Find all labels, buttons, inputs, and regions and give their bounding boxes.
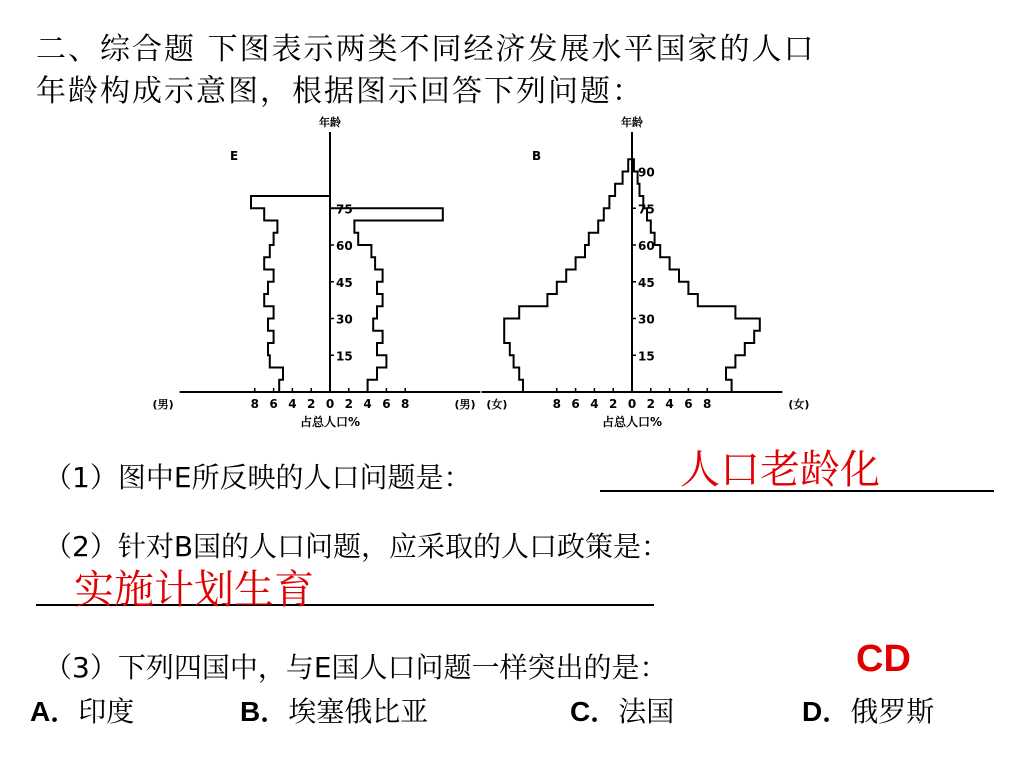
option-c-letter: C．	[570, 696, 619, 727]
option-d-text: 俄罗斯	[850, 695, 935, 728]
pyramid-e-y-tick-label: 45	[336, 275, 353, 290]
pyramid-e-x-tick-label: 2	[307, 397, 316, 411]
option-c	[570, 690, 674, 730]
pyramid-b-x-tick-label: 2	[646, 397, 655, 411]
pyramid-b-y-tick-label: 45	[638, 275, 655, 290]
pyramid-e-ylabel: 年龄	[319, 116, 341, 129]
pyramid-b-x-tick-label: 6	[571, 397, 580, 411]
pyramid-b-y-tick-label: 15	[638, 349, 655, 364]
pyramid-e-y-tick-label: 60	[336, 239, 353, 253]
pyramid-b-x-tick-label: 4	[590, 397, 599, 411]
population-pyramids-figure	[152, 112, 810, 432]
option-a-text: 印度	[78, 695, 135, 728]
pyramid-e-male-outline	[251, 196, 330, 392]
pyramid-e-x-tick-label: 2	[344, 397, 353, 411]
pyramid-b-female-label: (女)	[788, 398, 810, 411]
pyramid-b-x-tick-label: 8	[703, 397, 712, 411]
pyramid-b-male-label: (男)	[454, 398, 476, 411]
pyramid-e-x-tick-label: 4	[363, 397, 372, 411]
pyramid-e-x-tick-label: 4	[288, 397, 297, 411]
intro-line-2: 年龄构成示意图，根据图示回答下列问题：	[36, 74, 644, 109]
intro-line-1: 二、综合题 下图表示两类不同经济发展水平国家的人口	[36, 32, 816, 67]
pyramid-e-male-label: (男)	[152, 398, 174, 411]
question-2: （2）针对B国的人口问题，应采取的人口政策是：	[44, 530, 670, 563]
pyramid-e-xlabel: 占总人口%	[299, 415, 361, 429]
answer-2: 实施计划生育	[74, 567, 314, 613]
answer-3: CD	[856, 638, 911, 680]
pyramid-e-title: E	[230, 149, 239, 163]
pyramid-b-y-tick-label: 75	[638, 202, 655, 217]
question-3: （3）下列四国中，与E国人口问题一样突出的是：	[44, 651, 668, 684]
pyramid-e-x-tick-label: 0	[325, 397, 335, 411]
pyramid-b-x-tick-label: 6	[684, 397, 693, 411]
pyramid-b-x-tick-label: 2	[609, 397, 618, 411]
pyramid-b-male-outline	[504, 159, 632, 392]
pyramid-b-x-tick-label: 4	[665, 397, 674, 411]
option-b-letter: B．	[240, 696, 289, 727]
pyramid-b-x-tick-label: 0	[627, 397, 637, 411]
answer-1: 人口老龄化	[680, 447, 880, 493]
option-b-text: 埃塞俄比亚	[288, 695, 429, 728]
pyramid-b-y-tick-label: 90	[638, 165, 655, 180]
pyramid-b-title: B	[532, 149, 542, 163]
pyramid-e-x-tick-label: 8	[401, 397, 410, 411]
option-d	[802, 690, 934, 730]
pyramid-e-x-tick-label: 6	[382, 397, 391, 411]
pyramid-b-x-tick-label: 8	[552, 397, 561, 411]
pyramid-b-xlabel: 占总人口%	[601, 415, 663, 429]
option-c-text: 法国	[618, 695, 675, 728]
question-1: （1）图中E所反映的人口问题是：	[44, 461, 472, 494]
option-a-letter: A．	[30, 696, 79, 727]
pyramid-e-x-tick-label: 8	[250, 397, 259, 411]
option-d-letter: D．	[802, 696, 851, 727]
pyramid-b-y-tick-label: 60	[638, 239, 655, 253]
pyramid-e-female-outline	[330, 208, 443, 392]
option-b	[240, 690, 428, 730]
pyramid-b-y-tick-label: 30	[638, 312, 655, 327]
pyramid-e-x-tick-label: 6	[269, 397, 278, 411]
pyramid-b-ylabel: 年龄	[621, 116, 643, 129]
option-a	[30, 690, 134, 730]
pyramid-e-y-tick-label: 75	[336, 202, 353, 217]
pyramid-e-y-tick-label: 30	[336, 312, 353, 327]
pyramid-e-female-label: (女)	[486, 398, 508, 411]
pyramid-e-y-tick-label: 15	[336, 349, 353, 364]
